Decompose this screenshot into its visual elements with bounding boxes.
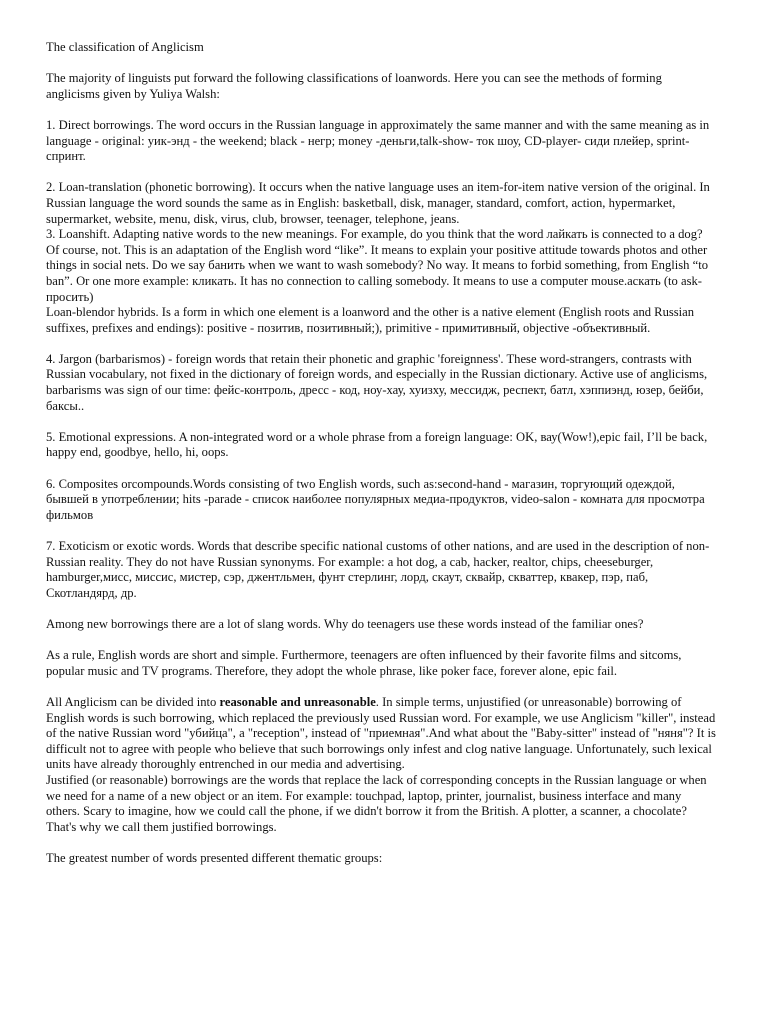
item-composites: 6. Composites orcompounds.Words consisting of two English words, such as:second-hand - магазин, торгующий одеждой, бывшей в употреблении; hits -parade - список наиболее популярных медиа-продуктов, video-salon - комната для просмотра фильмов xyxy=(46,476,705,522)
reasonable-rest: . In simple terms, unjustified (or unreasonable) borrowing of English words is such borrowing, which replaced the previously used Russian word. For example, we use Anglicism "killer", instead of the native Russian word "убийца", a "reception", instead of "приемная".And what about the "Baby-sitter" instead of "няня"? It is difficult not to agree with people who believe that such borrowings only infest and clog native language. Unfortunately, such lexical units have already thoroughly entrenched in our media and advertising. xyxy=(46,694,716,772)
item-emotional-expressions: 5. Emotional expressions. A non-integrated word or a whole phrase from a foreign language: OK, вау(Wow!),epic fail, I’ll be back, happy end, goodbye, hello, hi, oops. xyxy=(46,429,708,460)
reasonable-bold-term: reasonable and unreasonable xyxy=(219,694,376,709)
document-page xyxy=(46,40,718,882)
item-direct-borrowings: 1. Direct borrowings. The word occurs in the Russian language in approximately the same manner and with the same meaning as in language - original: уик-энд - the weekend; black - негр; money -деньги,talk-show- ток шоу, CD-player- сиди плейер, sprint-спринт. xyxy=(46,117,710,164)
document-title: The classification of Anglicism xyxy=(46,40,204,54)
item-loanshift: 3. Loanshift. Adapting native words to the new meanings. For example, do you think that the word лайкать is connected to a dog? Of course, not. This is an adaptation of the English word “like”. It means to explain your positive attitude towards photos and other things in social nets. Do we say банить when we want to wash somebody? No way. It means to forbid something, from English “to ban”. Or one more example: кликать. It has no connection to calling somebody. It means to use a computer mouse.аскать (to ask-просить) xyxy=(46,227,708,304)
justified-paragraph: Justified (or reasonable) borrowings are the words that replace the lack of corresponding concepts in the Russian language or when we need for a name of a new object or an item. For example: touchpad, laptop, printer, journalist, business interface and many others. Scary to imagine, how we could call the phone, if we didn't borrow it from the British. A plotter, a scanner, a chocolate? That's why we call them justified borrowings. xyxy=(46,772,707,834)
reasonable-lead: All Anglicism can be divided into xyxy=(46,694,220,709)
slang-answer-paragraph: As a rule, English words are short and simple. Furthermore, teenagers are often influenced by their favorite films and sitcoms, popular music and TV programs. Therefore, they adopt the whole phrase, like poker face, forever alone, epic fail. xyxy=(46,648,682,678)
slang-question-paragraph: Among new borrowings there are a lot of slang words. Why do teenagers use these words instead of the familiar ones? xyxy=(46,616,644,631)
item-loan-blend-hybrids: Loan-blendor hybrids. Is a form in which one element is a loanword and the other is a native element (English roots and Russian suffixes, prefixes and endings): positive - позитив, позитивный;), primitive - примитивный, objective -объективный. xyxy=(46,305,695,335)
thematic-groups-paragraph: The greatest number of words presented different thematic groups: xyxy=(46,850,383,865)
reasonable-paragraph xyxy=(46,695,718,773)
intro-paragraph: The majority of linguists put forward the following classifications of loanwords. Here you can see the methods of forming anglicisms given by Yuliya Walsh: xyxy=(46,71,662,101)
item-exoticism: 7. Exoticism or exotic words. Words that describe specific national customs of other nations, and are used in the description of non-Russian reality. They do not have Russian synonyms. For example: a hot dog, a cab, hacker, realtor, chips, cheeseburger, hamburger,мисс, миссис, мистер, сэр, джентльмен, фунт стерлинг, лорд, скаут, сквайр, скваттер, квакер, пэр, паб, Скотландярд, др. xyxy=(46,539,710,600)
item-jargon: 4. Jargon (barbarismos) - foreign words that retain their phonetic and graphic 'foreignness'. These word-strangers, contrasts with Russian vocabulary, not fixed in the dictionary of foreign words, and especially in the Russian dictionary. Active use of anglicisms, barbarisms was sign of our time: фейс-контроль, дресс - код, ноу-хау, хуизху, мессидж, респект, батл, хэппиэнд, юзер, бейби, баксы.. xyxy=(46,351,708,413)
item-loan-translation: 2. Loan-translation (phonetic borrowing). It occurs when the native language uses an item-for-item native version of the original. In Russian language the word sounds the same as in English: basketball, disk, manager, standard, comfort, action, hypermarket, supermarket, website, menu, disk, virus, club, browser, teenager, telephone, jeans. xyxy=(46,180,710,226)
